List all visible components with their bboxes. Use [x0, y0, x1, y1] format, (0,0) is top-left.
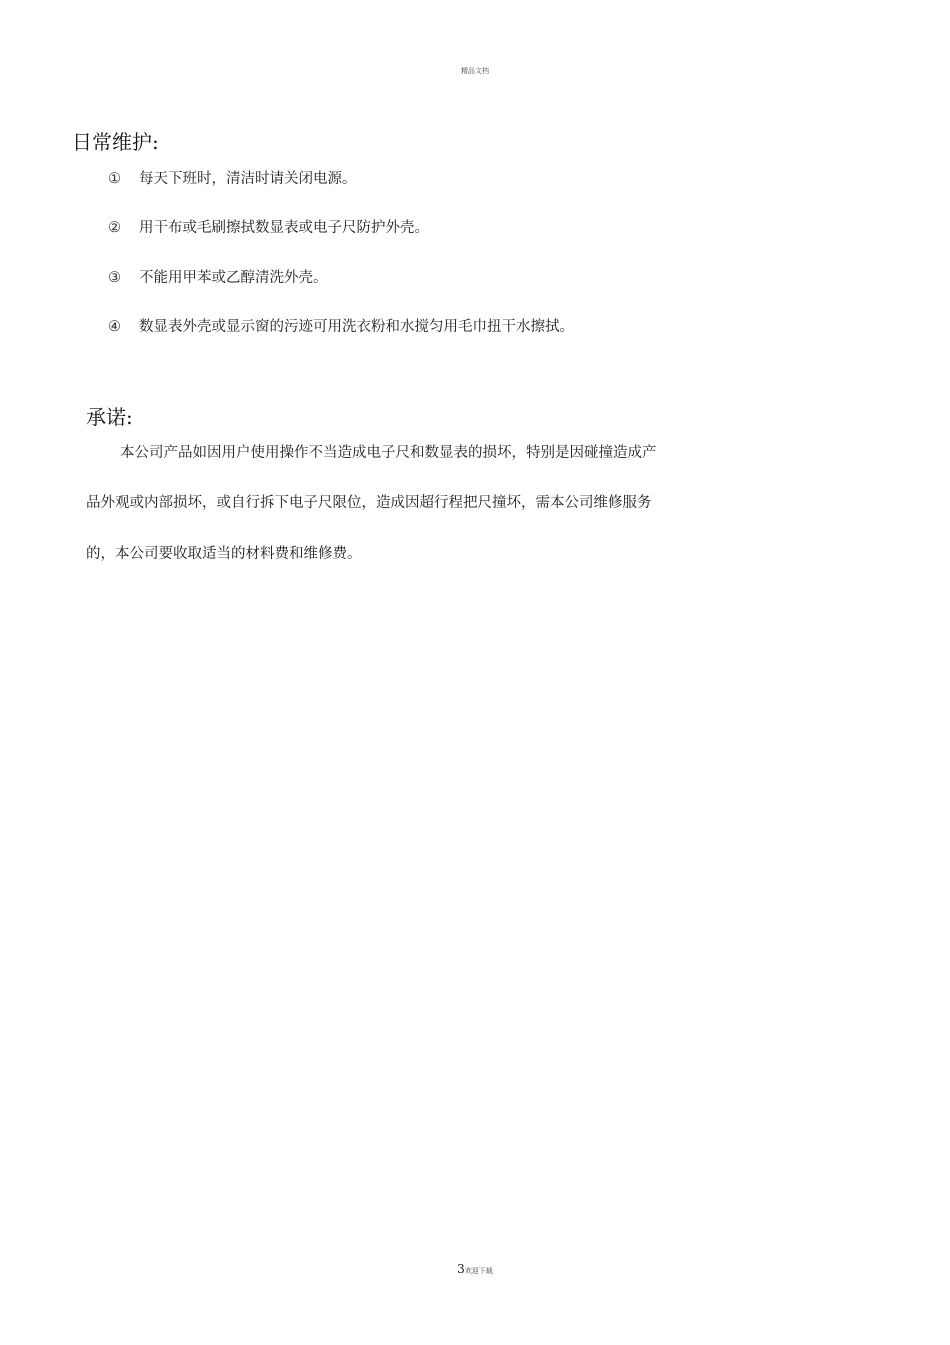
list-text: 数显表外壳或显示窗的污迹可用洗衣粉和水搅匀用毛巾扭干水擦拭。 [139, 319, 574, 335]
list-item [108, 169, 357, 189]
list-text: 每天下班时，清洁时请关闭电源。 [139, 171, 357, 187]
list-text: 不能用甲苯或乙醇清洗外壳。 [139, 270, 328, 286]
list-item [108, 268, 328, 288]
list-item [108, 317, 574, 337]
footer-note: 欢迎下载 [464, 1267, 493, 1275]
header-watermark: 精品文档 [461, 67, 489, 75]
list-number: ④ [108, 319, 121, 335]
list-text: 用干布或毛刷擦拭数显表或电子尺防护外壳。 [139, 220, 429, 236]
list-item [108, 218, 429, 238]
page-number: 3 [457, 1262, 465, 1276]
promise-paragraph-line: 本公司产品如因用户使用操作不当造成电子尺和数显表的损坏，特别是因碰撞造成产 [120, 445, 657, 461]
promise-paragraph-line: 品外观或内部损坏，或自行拆下电子尺限位，造成因超行程把尺撞坏，需本公司维修服务 [86, 495, 652, 511]
page-footer [0, 1258, 950, 1277]
list-number: ① [108, 171, 121, 187]
list-number: ② [108, 220, 121, 236]
promise-paragraph-line: 的，本公司要收取适当的材料费和维修费。 [86, 546, 362, 562]
list-number: ③ [108, 270, 121, 286]
maintenance-title: 日常维护: [72, 130, 159, 154]
promise-title: 承诺: [86, 405, 133, 429]
